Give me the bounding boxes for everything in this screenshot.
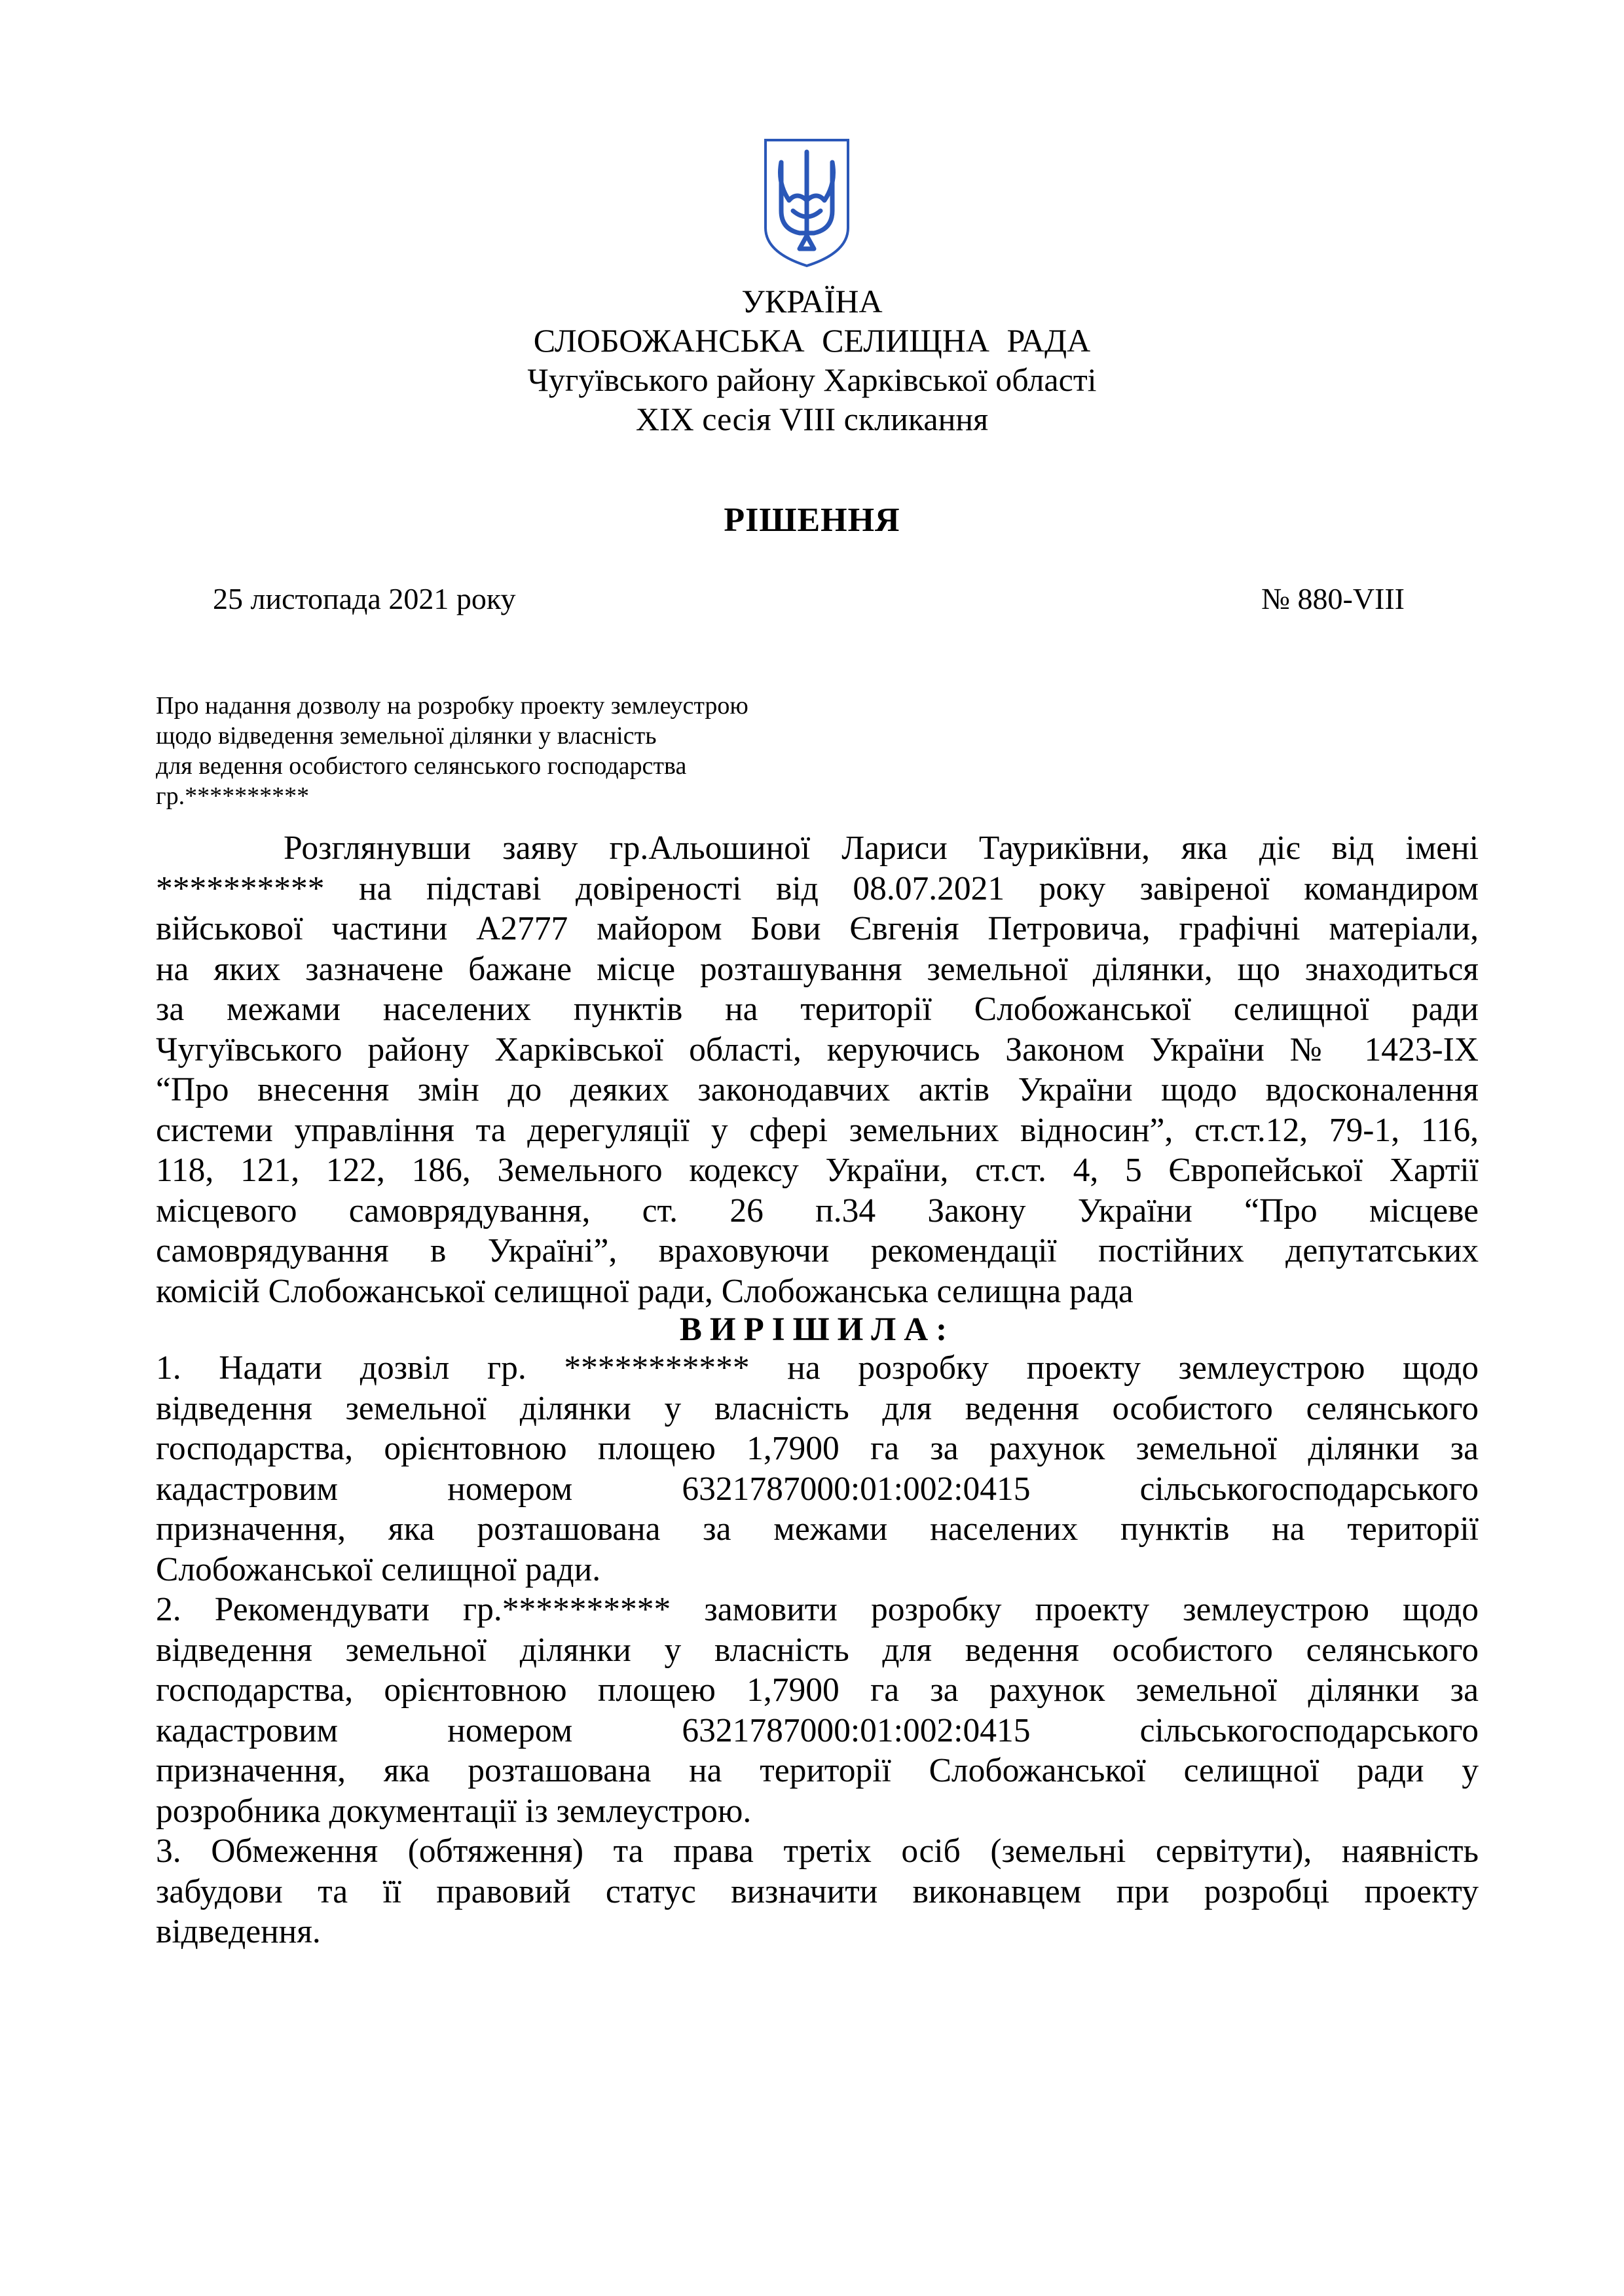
document-header <box>0 282 1624 439</box>
item-2-line: господарства, орієнтовною площею 1,7900 га за рахунок земельної ділянки за <box>156 1671 1479 1709</box>
item-2-line: кадастровим номером 6321787000:01:002:0415 сільськогосподарського <box>156 1711 1479 1749</box>
item-2-line: 2. Рекомендувати гр.********** замовити розробку проекту землеустрою щодо <box>156 1591 1479 1628</box>
preamble-line: “Про внесення змін до деяких законодавчих актів України щодо вдосконалення <box>156 1071 1479 1108</box>
document-date: 25 листопада 2021 року <box>213 582 516 615</box>
item-1-line: відведення земельної ділянки у власність для ведення особистого селянського <box>156 1389 1479 1427</box>
item-1-line: кадастровим номером 6321787000:01:002:0415 сільськогосподарського <box>156 1470 1479 1508</box>
item-3-line: 3. Обмеження (обтяження) та права третіх осіб (земельні сервітути), наявність <box>156 1832 1479 1870</box>
council-name: СЛОБОЖАНСЬКА СЕЛИЩНА РАДА <box>533 322 1091 359</box>
country-name: УКРАЇНА <box>741 283 883 319</box>
item-2-line: призначення, яка розташована на території Слобожанської селищної ради у <box>156 1752 1479 1789</box>
decision-heading: ВИРІШИЛА: <box>679 1311 955 1348</box>
coat-of-arms-icon <box>763 137 851 268</box>
preamble-line: ********** на підставі довіреності від 08.07.2021 року завіреної командиром <box>156 869 1479 907</box>
preamble-line: за межами населених пунктів на території Слобожанської селищної ради <box>156 991 1479 1028</box>
item-1-line: господарства, орієнтовною площею 1,7900 га за рахунок земельної ділянки за <box>156 1430 1479 1467</box>
item-3-line: відведення. <box>156 1913 321 1950</box>
preamble-line: на яких зазначене бажане місце розташування земельної ділянки, що знаходиться <box>156 950 1479 988</box>
item-3-line: забудови та її правовий статус визначити виконавцем при розробці проекту <box>156 1872 1479 1910</box>
district-name: Чугуївського району Харківської області <box>527 361 1097 398</box>
document-number: № 880-VIII <box>1261 582 1405 615</box>
item-2-line: відведення земельної ділянки у власність для ведення особистого селянського <box>156 1631 1479 1669</box>
session-info: XIX сесія VIII скликання <box>635 401 989 437</box>
document-body <box>156 828 1479 1952</box>
preamble-line: системи управління та дерегуляції у сфері земельних відносин”, ст.ст.12, 79-1, 116, <box>156 1111 1479 1149</box>
item-1-line: 1. Надати дозвіл гр. *********** на розробку проекту землеустрою щодо <box>156 1349 1479 1387</box>
item-1-line: Слобожанської селищної ради. <box>156 1550 601 1588</box>
preamble-line: місцевого самоврядування, ст. 26 п.34 Закону України “Про місцеве <box>156 1192 1479 1230</box>
subject-line: щодо відведення земельної ділянки у власність <box>156 722 657 750</box>
preamble-line: 118, 121, 122, 186, Земельного кодексу України, ст.ст. 4, 5 Європейської Хартії <box>156 1152 1479 1189</box>
preamble-line: самоврядування в Україні”, враховуючи рекомендації постійних депутатських <box>156 1232 1479 1269</box>
subject-line: гр.********** <box>156 782 310 810</box>
subject-line: для ведення особистого селянського господарства <box>156 752 687 780</box>
preamble-line: Чугуївського району Харківської області, керуючись Законом України № 1423-ІХ <box>156 1030 1479 1068</box>
document-title: РІШЕННЯ <box>724 501 900 539</box>
preamble-line: військової частини А2777 майором Бови Євгенія Петровича, графічні матеріали, <box>156 910 1479 947</box>
preamble-line: Розглянувши заяву гр.Альошиної Лариси Таурикївни, яка діє від імені <box>284 829 1479 867</box>
item-1-line: призначення, яка розташована за межами населених пунктів на території <box>156 1510 1479 1548</box>
preamble-line: комісій Слобожанської селищної ради, Слобожанська селищна рада <box>156 1272 1134 1310</box>
subject-line: Про надання дозволу на розробку проекту землеустрою <box>156 692 748 720</box>
item-2-line: розробника документації із землеустрою. <box>156 1792 752 1830</box>
subject-block <box>156 691 942 811</box>
